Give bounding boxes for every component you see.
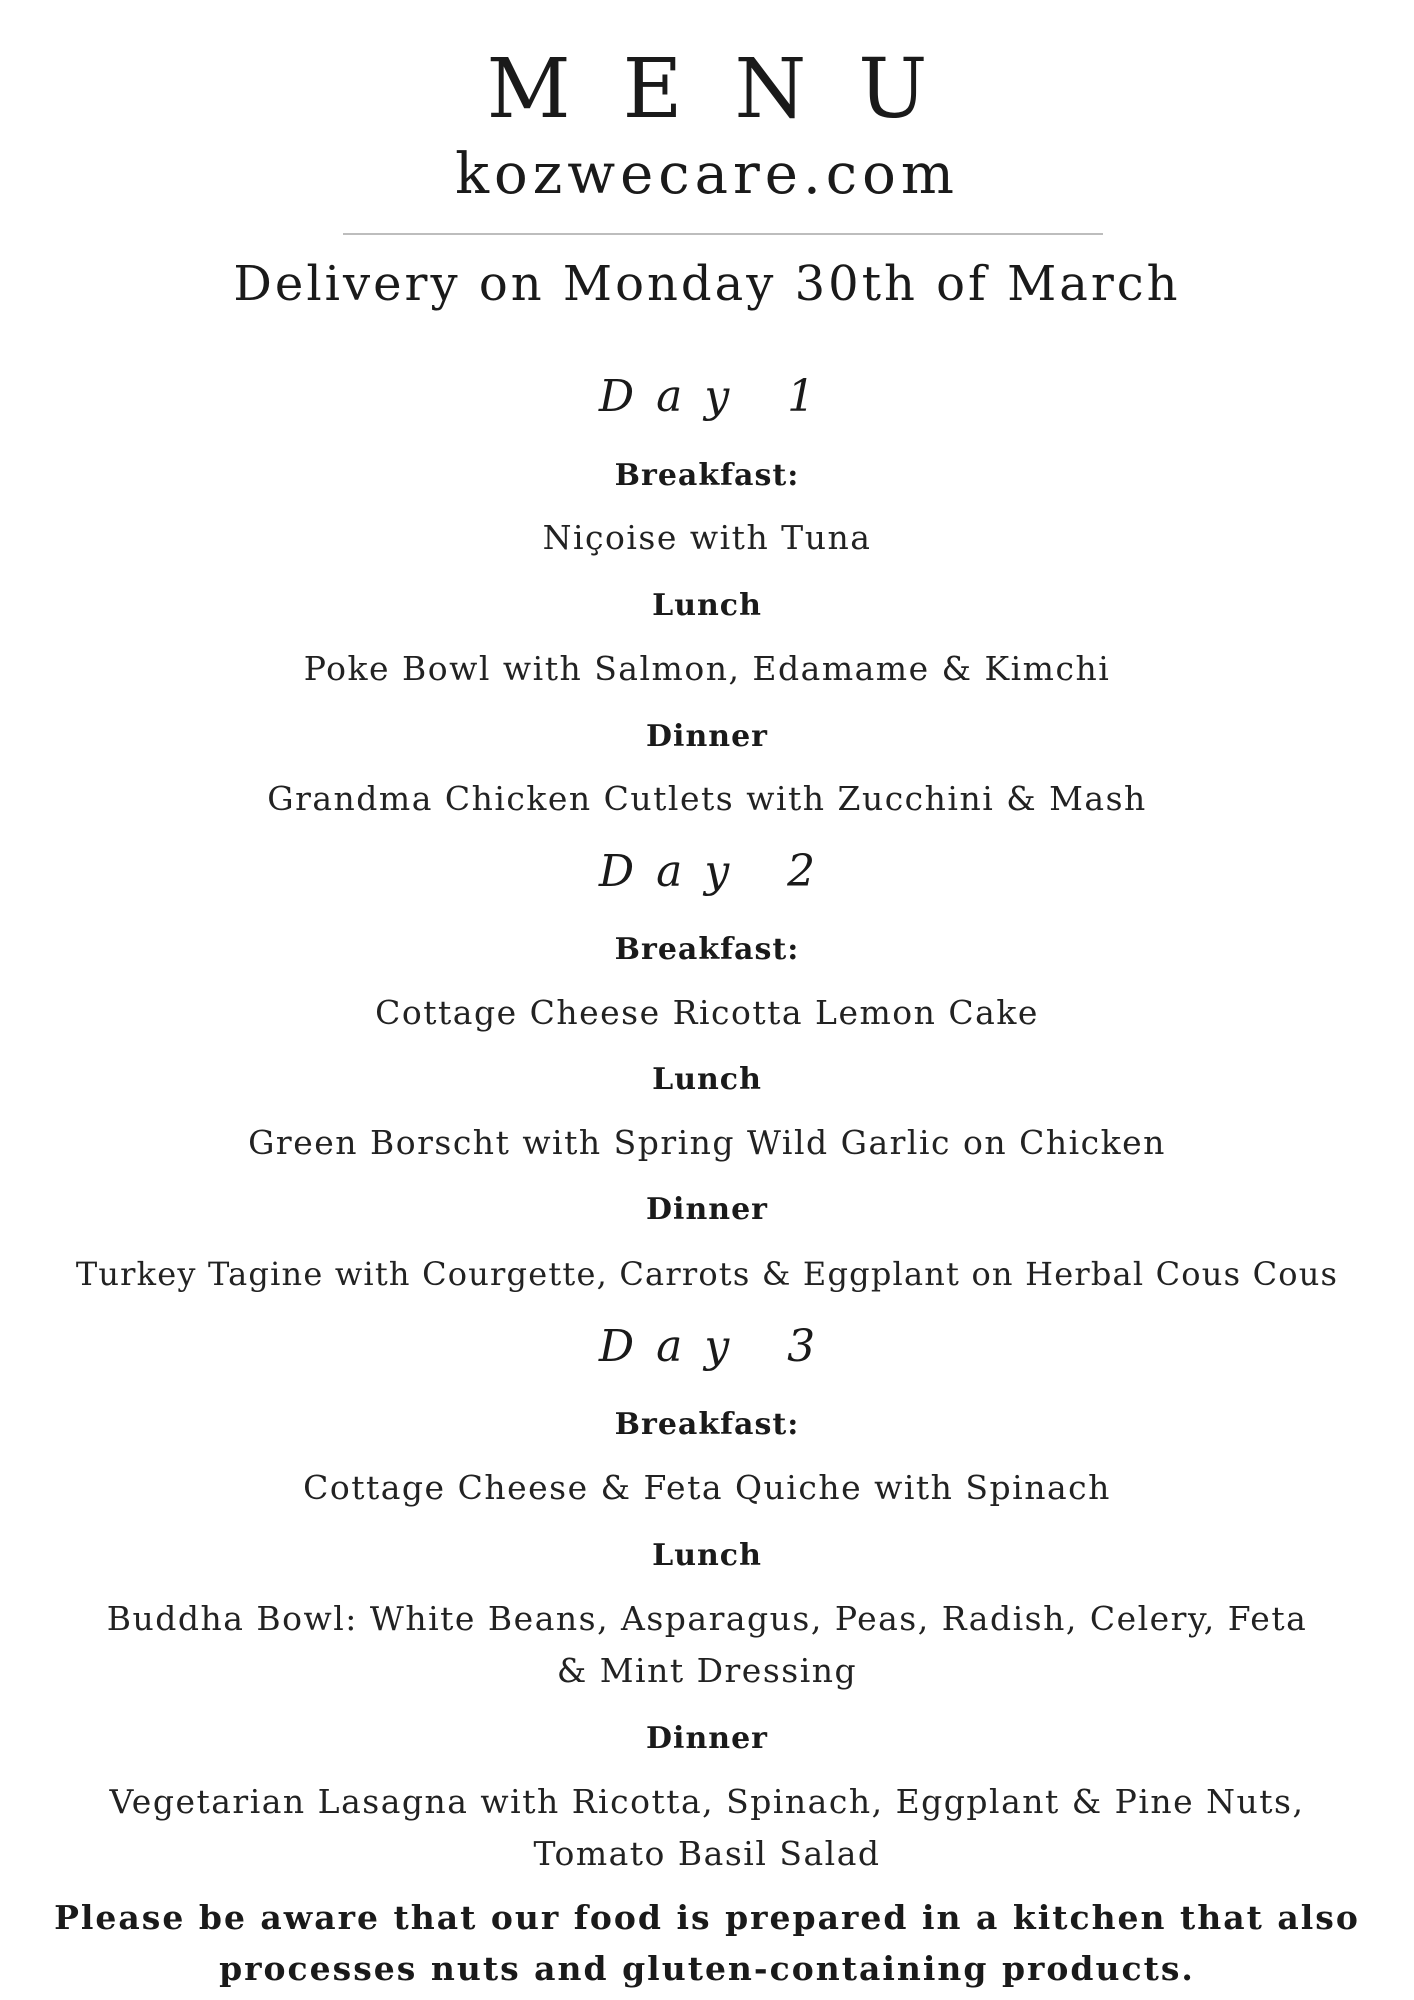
- day-3-breakfast-dish: Cottage Cheese & Feta Quiche with Spinach: [303, 1468, 1111, 1507]
- day-3-lunch-dish-line-2: & Mint Dressing: [556, 1651, 858, 1690]
- day-2-dinner-label: Dinner: [646, 1192, 768, 1227]
- menu-title: MENU: [486, 42, 980, 137]
- day-3-breakfast-label: Breakfast:: [614, 1407, 800, 1442]
- day-1-heading: Day 1: [598, 371, 838, 422]
- day-1-dinner-label: Dinner: [646, 719, 768, 754]
- day-2-breakfast-dish: Cottage Cheese Ricotta Lemon Cake: [375, 993, 1039, 1032]
- header-divider: [343, 233, 1103, 235]
- day-2-lunch-label: Lunch: [652, 1062, 762, 1097]
- day-1-lunch-label: Lunch: [652, 588, 762, 623]
- allergen-notice-line-2: processes nuts and gluten-containing products.: [219, 1949, 1195, 1988]
- day-1-breakfast-label: Breakfast:: [614, 458, 800, 493]
- delivery-date: Delivery on Monday 30th of March: [233, 256, 1181, 312]
- day-1-lunch-dish: Poke Bowl with Salmon, Edamame & Kimchi: [303, 649, 1111, 688]
- day-2-lunch-dish: Green Borscht with Spring Wild Garlic on Chicken: [248, 1123, 1166, 1162]
- day-2-heading: Day 2: [598, 846, 838, 897]
- day-1-breakfast-dish: Niçoise with Tuna: [542, 518, 872, 557]
- day-1-dinner-dish: Grandma Chicken Cutlets with Zucchini & Mash: [267, 779, 1147, 818]
- day-3-dinner-label: Dinner: [646, 1721, 768, 1756]
- day-3-dinner-dish-line-1: Vegetarian Lasagna with Ricotta, Spinach, Eggplant & Pine Nuts,: [109, 1782, 1305, 1821]
- site-name: kozwecare.com: [455, 142, 959, 207]
- day-3-lunch-dish-line-1: Buddha Bowl: White Beans, Asparagus, Peas, Radish, Celery, Feta: [106, 1599, 1308, 1638]
- day-3-lunch-label: Lunch: [652, 1538, 762, 1573]
- day-3-heading: Day 3: [598, 1321, 838, 1372]
- day-2-breakfast-label: Breakfast:: [614, 932, 800, 967]
- day-3-dinner-dish-line-2: Tomato Basil Salad: [533, 1834, 881, 1873]
- day-2-dinner-dish: Turkey Tagine with Courgette, Carrots & Eggplant on Herbal Cous Cous: [75, 1255, 1339, 1293]
- allergen-notice-line-1: Please be aware that our food is prepared in a kitchen that also: [54, 1898, 1360, 1937]
